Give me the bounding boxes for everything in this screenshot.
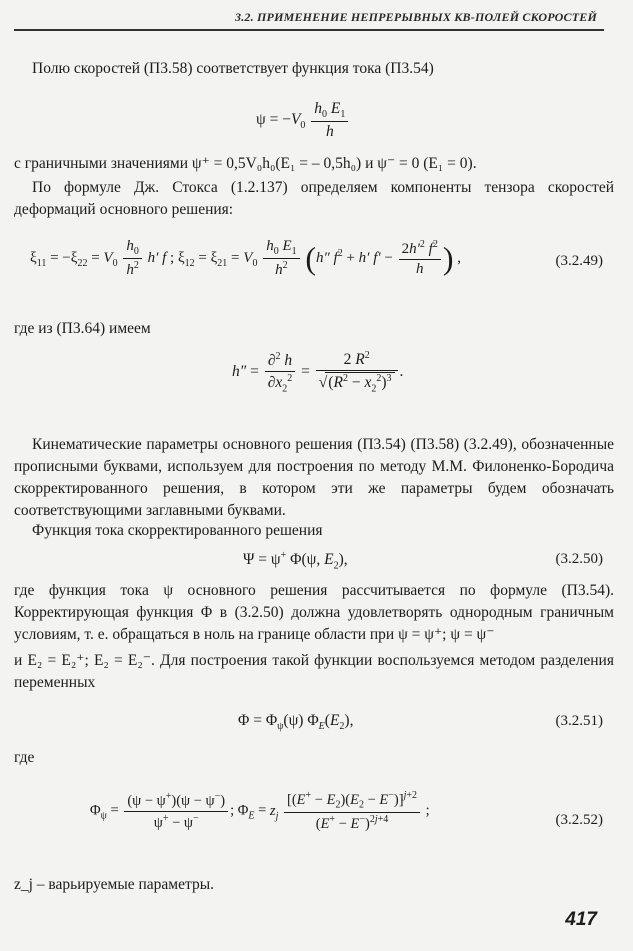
paragraph-3: По формуле Дж. Стокса (1.2.137) определяем компоненты тензора скоростей деформаций основного решения: [14, 179, 614, 218]
paragraph-8: и E₂ = E₂⁺; E₂ = E₂⁻. Для построения такой функции воспользуемся методом разделения переменных [14, 652, 614, 691]
equation-number-3-2-51: (3.2.51) [555, 713, 603, 729]
header-rule [14, 29, 604, 31]
paragraph-9: где [14, 749, 35, 766]
equation-number-3-2-52: (3.2.52) [555, 812, 603, 828]
paragraph-10: z_j – варьируемые параметры. [14, 876, 214, 893]
paragraph-6: Функция тока скорректированного решения [32, 522, 323, 539]
page-number: 417 [565, 909, 597, 930]
equation-3-2-49: $\xi_{11} = -\xi_{22} = V_0$ $\frac{h_0}{h^2}$ h′ f ; $\xi_{12} = \xi_{21} = V_0$ $\frac{h_0 E_1}{h^2}$ (h″ $f^2 + h'$ f′ − $\frac{2h'^2 f^2}{h}$ ) , [30, 238, 461, 278]
running-header: 3.2. ПРИМЕНЕНИЕ НЕПРЕРЫВНЫХ КВ-ПОЛЕЙ СКОРОСТЕЙ [235, 10, 597, 24]
equation-3-2-51: $\Phi = \Phi_\psi(\psi)$ $\Phi_E(E_2)$, [238, 712, 354, 733]
equation-number-3-2-50: (3.2.50) [555, 551, 603, 567]
equation-number-3-2-49: (3.2.49) [555, 253, 603, 269]
equation-h-second-derivative: h″ = $\frac{\partial^2 h}{\partial x_2^2}$ = $\frac{2 R^2}{√(R^2 - x_2^2)^3}$ . [232, 350, 404, 395]
paragraph-2: с граничными значениями ψ⁺ = 0,5V₀h₀(E₁ = – 0,5h₀) и ψ⁻ = 0 (E₁ = 0). [14, 155, 477, 172]
paragraph-4: где из (П3.64) имеем [14, 320, 151, 337]
paragraph-7: где функция тока ψ основного решения рассчитывается по формуле (П3.54). Корректирующая функция Φ в (3.2.50) должна удовлетворять однородным граничным условиям, т. е. обращаться в ноль на границе области при ψ = ψ⁺; ψ = ψ⁻ [14, 582, 614, 643]
paragraph-5: Кинематические параметры основного решения (П3.54) (П3.58) (3.2.49), обозначенные прописными буквами, используем для построения по методу М.М. Филоненко-Бородича скорректированного решения, в котором эти же параметры будем обозначать соответствующими заглавными буквами. [14, 436, 614, 519]
equation-3-2-52: $\Phi_\psi$ = $\frac{(\psi - \psi^+)(\psi - \psi^-)}{\psi^+ - \psi^-}$ ; $\Phi_E = z_j$ $\frac{[(E^+ - E_2)(E_2 - E^-)]^{j+2}}{(E^+ - E^-)^{2j+4}}$ ; [90, 790, 430, 832]
equation-stream-function: $\psi = -V_0$ $\frac{h_0 E_1}{h}$ [256, 100, 350, 141]
paragraph-1: Полю скоростей (П3.58) соответствует функция тока (П3.54) [32, 60, 434, 77]
equation-3-2-50: Ψ = ψ+ Φ(ψ, $E_2$), [243, 550, 348, 572]
